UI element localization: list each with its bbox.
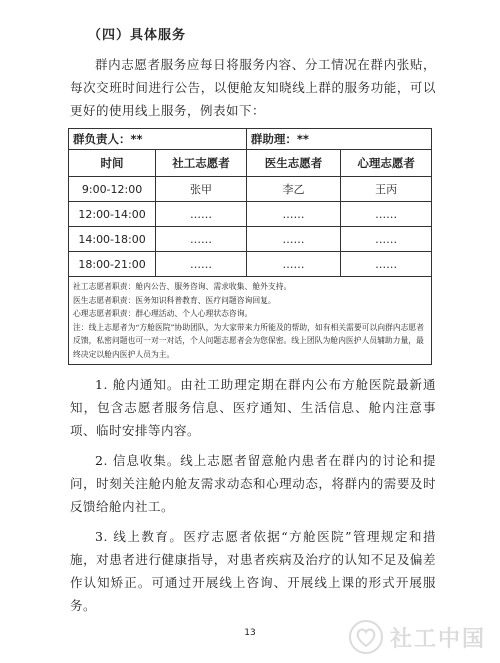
psych-volunteer-cell: …… [341,252,432,277]
note-social-duties: 社工志愿者职责：舱内公告、服务咨询、需求收集、舱外支持。 [73,282,292,291]
watermark-text: 社工中国 [389,626,486,652]
table-lead-row [69,129,432,150]
psych-volunteer-cell: …… [341,227,432,252]
doctor-volunteer-cell: …… [246,252,340,277]
psych-volunteer-cell: …… [341,202,432,227]
header-doctor-volunteer: 医生志愿者 [246,150,340,177]
group-assistant-cell: 群助理：** [246,129,431,150]
paragraph-cabin-notice: 1. 舱内通知。由社工助理定期在群内公布方舱医院最新通知，包含志愿者服务信息、医疗通知、生活信息、舱内注意事项、临时安排等内容。 [70,377,436,438]
page-number: 13 [244,628,256,638]
table-row [69,227,432,252]
note-doctor-duties: 医生志愿者职责：医务知识科普教育、医疗问题咨询回复。 [73,295,276,305]
doctor-volunteer-cell: 李乙 [246,177,340,202]
header-time: 时间 [69,150,156,177]
paragraph-info-collection: 2. 信息收集。线上志愿者留意舱内患者在群内的讨论和提问，时刻关注舱内舱友需求动态和心理动态，将群内的需要及时反馈给舱内社工。 [70,453,436,514]
service-schedule-table [68,128,432,365]
time-cell: 12:00-14:00 [69,202,156,227]
table-row [69,177,432,202]
time-cell: 9:00-12:00 [69,177,156,202]
note-remark: 注：线上志愿者为“方舱医院”协助团队，为大家带来力所能及的帮助，如有相关需要可以向群内志愿者反馈，私密问题也可一对一对话，个人问题志愿者会为您保密。线上团队为舱内医护人员辅助力量，最终决定以舱内医护人员为主。 [73,322,425,359]
doctor-volunteer-cell: …… [246,227,340,252]
table-row [69,202,432,227]
table-header-row [69,150,432,177]
intro-paragraph: 群内志愿者服务应每日将服务内容、分工情况在群内张贴，每次交班时间进行公告，以便舱友知晓线上群的服务功能，可以更好的使用线上服务，例表如下： [70,57,436,118]
social-volunteer-cell: …… [156,202,247,227]
section-title: （四）具体服务 [88,28,187,43]
psych-volunteer-cell: 王丙 [341,177,432,202]
watermark-logo [348,617,486,657]
group-lead-cell: 群负责人：** [69,129,247,150]
social-volunteer-cell: 张甲 [156,177,247,202]
heart-hands-logo-icon [348,619,384,655]
paragraph-online-education: 3. 线上教育。医疗志愿者依据“方舱医院”管理规定和措施，对患者进行健康指导，对患者疾病及治疗的认知不足及偏差作认知矫正。可通过开展线上咨询、开展线上课的形式开展服务。 [70,529,436,613]
time-cell: 14:00-18:00 [69,227,156,252]
table-row [69,252,432,277]
social-volunteer-cell: …… [156,252,247,277]
table-notes-row [69,277,432,365]
header-social-volunteer: 社工志愿者 [156,150,247,177]
note-psych-duties: 心理志愿者职责：群心理活动、个人心理状态咨询。 [73,309,253,318]
social-volunteer-cell: …… [156,227,247,252]
doctor-volunteer-cell: …… [246,202,340,227]
header-psych-volunteer: 心理志愿者 [341,150,432,177]
time-cell: 18:00-21:00 [69,252,156,277]
duties-notes-cell [69,277,432,365]
